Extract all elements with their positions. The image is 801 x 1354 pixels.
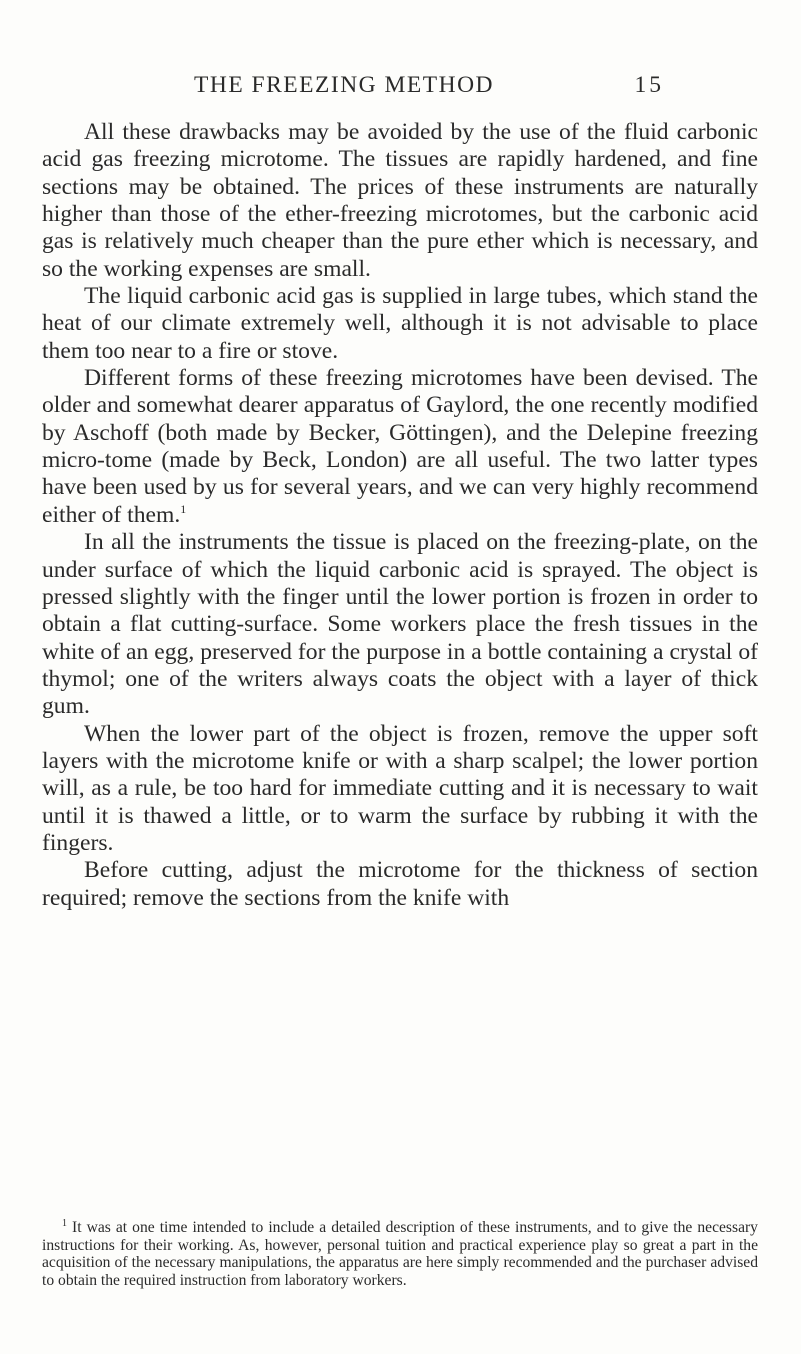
paragraph: The liquid carbonic acid gas is supplied in large tubes, which stand the heat of our climate extremely well, although it is not advisable to place them too near to a fire or stove. (42, 283, 758, 364)
footnote (42, 1219, 758, 1289)
paragraph: When the lower part of the object is frozen, remove the upper soft layers with the microtome knife or with a sharp scalpel; the lower portion will, as a rule, be too hard for immediate cutting and it is necessary to wait until it is thawed a little, or to warm the surface by rubbing it with the fingers. (42, 720, 758, 856)
running-head (194, 70, 664, 100)
footnote-text: It was at one time intended to include a detailed description of these instruments, and to give the necessary instructions for their working. As, however, personal tuition and practical experience play so great a part in the acquisition of the necessary manipulations, the apparatus are here simply recommended and the purchaser advised to obtain the required instruction from laboratory workers. (42, 1219, 758, 1289)
running-head-title: THE FREEZING METHOD (194, 72, 495, 98)
page-number: 15 (634, 72, 664, 98)
body-text (42, 119, 758, 912)
paragraph: In all the instruments the tissue is placed on the freezing-plate, on the under surface of which the liquid carbonic acid is sprayed. The object is pressed slightly with the finger until the lower portion is frozen in order to obtain a flat cutting-surface. Some workers place the fresh tissues in the white of an egg, preserved for the purpose in a bottle containing a crystal of thymol; one of the writers always coats the object with a layer of thick gum. (42, 529, 758, 720)
paragraph: All these drawbacks may be avoided by the use of the fluid carbonic acid gas freezing microtome. The tissues are rapidly hardened, and fine sections may be obtained. The prices of these instruments are naturally higher than those of the ether-freezing microtomes, but the carbonic acid gas is relatively much cheaper than the pure ether which is necessary, and so the working expenses are small. (42, 119, 758, 282)
paragraph-text: Different forms of these freezing microtomes have been devised. The older and somewhat dearer apparatus of Gaylord, the one recently modified by Aschoff (both made by Becker, Göttingen), and the Delepine freezing micro-tome (made by Beck, London) are all useful. The two latter types have been used by us for several years, and we can very highly recommend either of them. (42, 365, 758, 528)
paragraph: Before cutting, adjust the microtome for the thickness of section required; remove the sections from the knife with (42, 857, 758, 911)
footnote-marker: 1 (62, 1218, 67, 1229)
paragraph-with-footnote-ref (42, 365, 758, 529)
footnote-reference: 1 (180, 501, 187, 516)
